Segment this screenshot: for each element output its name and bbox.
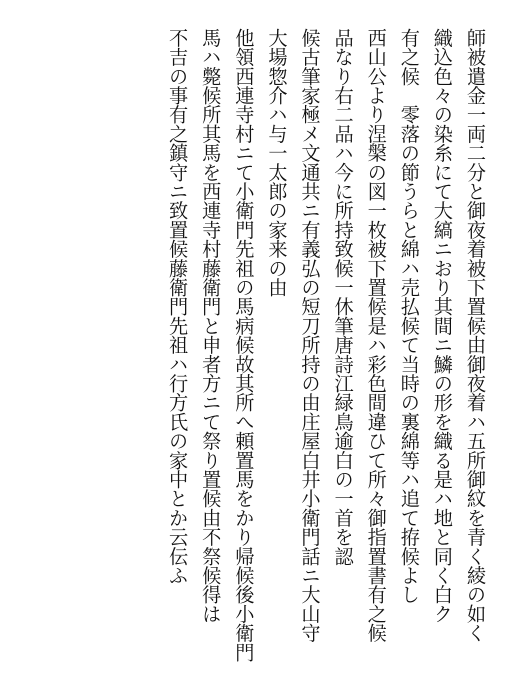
text-line: 大場惣介ハ与一太郎の家来の由	[265, 28, 289, 297]
text-line: 候古筆家極メ文通共ニ有義弘の短刀所持の由庄屋白井小衛門話ニ大山守	[298, 28, 322, 643]
text-line: 西山公より涅槃の図一枚被下置候是ハ彩色間違ひて所々御指置書有之候	[364, 28, 388, 643]
vertical-text-block	[161, 28, 492, 662]
text-line: 有之候 零落の節うらと綿ハ売払候て当時の裏綿等ハ追て拵候よし	[397, 28, 421, 604]
text-line: 品なり右二品ハ今に所持致候一休筆唐詩江緑鳥逾白の一首を認	[331, 28, 355, 566]
text-line: 不吉の事有之鎮守ニ致置候藤衛門先祖ハ行方氏の家中とか云伝ふ	[166, 28, 190, 585]
text-line: 他領西連寺村ニて小衛門先祖の馬病候故其所へ頼置馬をかり帰候後小衛門	[232, 28, 256, 662]
text-line: 師被遣金一両二分と御夜着被下置候由御夜着ハ五所御紋を青く綾の如く	[464, 28, 487, 643]
text-line: 織込色々の染糸にて大縞ニおり其間ニ鱗の形を織る是ハ地と同く白ク	[430, 28, 454, 624]
text-line: 馬ハ斃候所其馬を西連寺村藤衛門と申者方ニて祭り置候由不祭候得は	[199, 28, 223, 624]
